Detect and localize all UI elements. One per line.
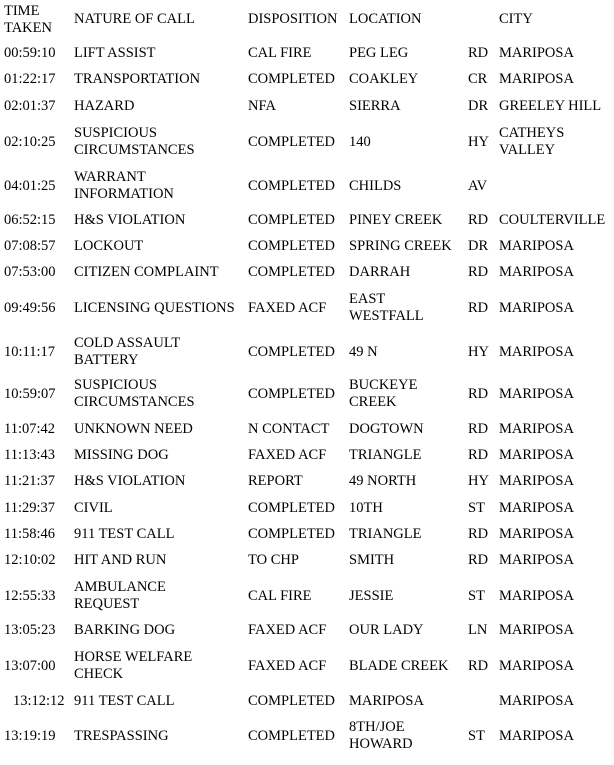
row-nature: LIFT ASSIST: [74, 45, 156, 61]
row-city: CATHEYS VALLEY: [499, 125, 565, 158]
row-street-suffix: RD: [468, 386, 489, 402]
row-nature: SUSPICIOUS CIRCUMSTANCES: [74, 125, 195, 158]
row-disposition: COMPLETED: [248, 212, 335, 228]
row-street-suffix: ST: [468, 500, 485, 516]
row-time: 07:53:00: [4, 264, 56, 280]
row-street-suffix: RD: [468, 447, 489, 463]
row-disposition: FAXED ACF: [248, 300, 327, 316]
row-street-suffix: RD: [468, 552, 489, 568]
row-nature: BARKING DOG: [74, 622, 176, 638]
row-time: 04:01:25: [4, 178, 56, 194]
row-disposition: FAXED ACF: [248, 622, 327, 638]
row-disposition: CAL FIRE: [248, 588, 312, 604]
row-disposition: COMPLETED: [248, 264, 335, 280]
row-nature: UNKNOWN NEED: [74, 421, 193, 437]
row-time: 10:11:17: [4, 344, 56, 360]
row-city: MARIPOSA: [499, 500, 574, 516]
row-disposition: REPORT: [248, 473, 303, 489]
row-disposition: COMPLETED: [248, 500, 335, 516]
row-time: 13:12:12: [13, 693, 65, 709]
row-location: 140: [349, 134, 371, 150]
row-street-suffix: CR: [468, 71, 488, 87]
row-street-suffix: ST: [468, 588, 485, 604]
header-nature: NATURE OF CALL: [74, 11, 195, 27]
row-nature: MISSING DOG: [74, 447, 169, 463]
row-time: 10:59:07: [4, 386, 56, 402]
row-nature: 911 TEST CALL: [74, 693, 175, 709]
row-city: MARIPOSA: [499, 264, 574, 280]
row-nature: CITIZEN COMPLAINT: [74, 264, 219, 280]
row-location: JESSIE: [349, 588, 394, 604]
row-time: 12:55:33: [4, 588, 56, 604]
row-city: MARIPOSA: [499, 238, 574, 254]
row-city: MARIPOSA: [499, 526, 574, 542]
row-disposition: NFA: [248, 98, 276, 114]
row-disposition: CAL FIRE: [248, 45, 312, 61]
row-time: 13:05:23: [4, 622, 56, 638]
row-disposition: FAXED ACF: [248, 447, 327, 463]
row-city: GREELEY HILL: [499, 98, 602, 114]
row-disposition: N CONTACT: [248, 421, 330, 437]
row-location: BLADE CREEK: [349, 658, 449, 674]
row-city: MARIPOSA: [499, 421, 574, 437]
row-location: SPRING CREEK: [349, 238, 452, 254]
row-city: MARIPOSA: [499, 447, 574, 463]
row-disposition: COMPLETED: [248, 693, 335, 709]
row-city: MARIPOSA: [499, 622, 574, 638]
row-time: 13:07:00: [4, 658, 56, 674]
row-street-suffix: DR: [468, 238, 489, 254]
row-location: 49 N: [349, 344, 378, 360]
row-street-suffix: RD: [468, 300, 489, 316]
row-nature: WARRANT INFORMATION: [74, 169, 174, 202]
row-nature: LICENSING QUESTIONS: [74, 300, 235, 316]
row-city: MARIPOSA: [499, 552, 574, 568]
row-city: MARIPOSA: [499, 344, 574, 360]
row-nature: TRANSPORTATION: [74, 71, 201, 87]
row-city: MARIPOSA: [499, 473, 574, 489]
row-time: 02:10:25: [4, 134, 56, 150]
row-nature: CIVIL: [74, 500, 113, 516]
row-time: 11:29:37: [4, 500, 56, 516]
row-nature: H&S VIOLATION: [74, 473, 186, 489]
row-street-suffix: DR: [468, 98, 489, 114]
row-time: 11:13:43: [4, 447, 56, 463]
row-location: PINEY CREEK: [349, 212, 443, 228]
row-street-suffix: RD: [468, 264, 489, 280]
row-time: 09:49:56: [4, 300, 56, 316]
row-city: MARIPOSA: [499, 588, 574, 604]
row-street-suffix: LN: [468, 622, 488, 638]
row-location: SIERRA: [349, 98, 401, 114]
row-city: MARIPOSA: [499, 693, 574, 709]
row-nature: SUSPICIOUS CIRCUMSTANCES: [74, 377, 195, 410]
row-location: CHILDS: [349, 178, 402, 194]
row-time: 13:19:19: [4, 728, 56, 744]
row-disposition: COMPLETED: [248, 344, 335, 360]
row-time: 06:52:15: [4, 212, 56, 228]
row-time: 11:58:46: [4, 526, 56, 542]
row-nature: HAZARD: [74, 98, 135, 114]
row-street-suffix: ST: [468, 728, 485, 744]
row-disposition: COMPLETED: [248, 386, 335, 402]
row-nature: COLD ASSAULT BATTERY: [74, 335, 180, 368]
row-nature: HORSE WELFARE CHECK: [74, 649, 193, 682]
row-nature: TRESPASSING: [74, 728, 169, 744]
header-time: TIME TAKEN: [4, 3, 52, 36]
row-disposition: COMPLETED: [248, 178, 335, 194]
row-location: COAKLEY: [349, 71, 419, 87]
row-location: OUR LADY: [349, 622, 424, 638]
row-disposition: TO CHP: [248, 552, 299, 568]
row-time: 11:21:37: [4, 473, 56, 489]
row-time: 11:07:42: [4, 421, 56, 437]
row-time: 00:59:10: [4, 45, 56, 61]
row-time: 07:08:57: [4, 238, 56, 254]
row-street-suffix: AV: [468, 178, 488, 194]
row-time: 12:10:02: [4, 552, 56, 568]
row-location: DARRAH: [349, 264, 411, 280]
row-disposition: FAXED ACF: [248, 658, 327, 674]
row-location: 8TH/JOE HOWARD: [349, 719, 413, 752]
row-location: DOGTOWN: [349, 421, 424, 437]
row-nature: H&S VIOLATION: [74, 212, 186, 228]
row-location: MARIPOSA: [349, 693, 424, 709]
row-street-suffix: RD: [468, 658, 489, 674]
row-street-suffix: RD: [468, 212, 489, 228]
header-row: [0, 3, 614, 37]
row-city: MARIPOSA: [499, 386, 574, 402]
row-street-suffix: HY: [468, 134, 489, 150]
row-city: MARIPOSA: [499, 728, 574, 744]
row-location: TRIANGLE: [349, 447, 422, 463]
row-street-suffix: HY: [468, 344, 489, 360]
header-city: CITY: [499, 11, 533, 27]
row-disposition: COMPLETED: [248, 71, 335, 87]
row-location: BUCKEYE CREEK: [349, 377, 418, 410]
row-location: EAST WESTFALL: [349, 291, 424, 324]
row-nature: LOCKOUT: [74, 238, 144, 254]
row-city: MARIPOSA: [499, 300, 574, 316]
row-disposition: COMPLETED: [248, 526, 335, 542]
row-time: 02:01:37: [4, 98, 56, 114]
row-location: 49 NORTH: [349, 473, 417, 489]
row-location: TRIANGLE: [349, 526, 422, 542]
row-city: MARIPOSA: [499, 71, 574, 87]
row-city: COULTERVILLE: [499, 212, 606, 228]
row-nature: AMBULANCE REQUEST: [74, 579, 166, 612]
header-disposition: DISPOSITION: [248, 11, 338, 27]
row-disposition: COMPLETED: [248, 134, 335, 150]
row-disposition: COMPLETED: [248, 728, 335, 744]
row-nature: HIT AND RUN: [74, 552, 167, 568]
row-nature: 911 TEST CALL: [74, 526, 175, 542]
row-time: 01:22:17: [4, 71, 56, 87]
row-city: MARIPOSA: [499, 45, 574, 61]
row-location: 10TH: [349, 500, 383, 516]
row-street-suffix: RD: [468, 421, 489, 437]
row-street-suffix: RD: [468, 526, 489, 542]
row-location: SMITH: [349, 552, 395, 568]
row-disposition: COMPLETED: [248, 238, 335, 254]
row-street-suffix: RD: [468, 45, 489, 61]
row-location: PEG LEG: [349, 45, 409, 61]
row-street-suffix: HY: [468, 473, 489, 489]
row-city: MARIPOSA: [499, 658, 574, 674]
header-location: LOCATION: [349, 11, 422, 27]
